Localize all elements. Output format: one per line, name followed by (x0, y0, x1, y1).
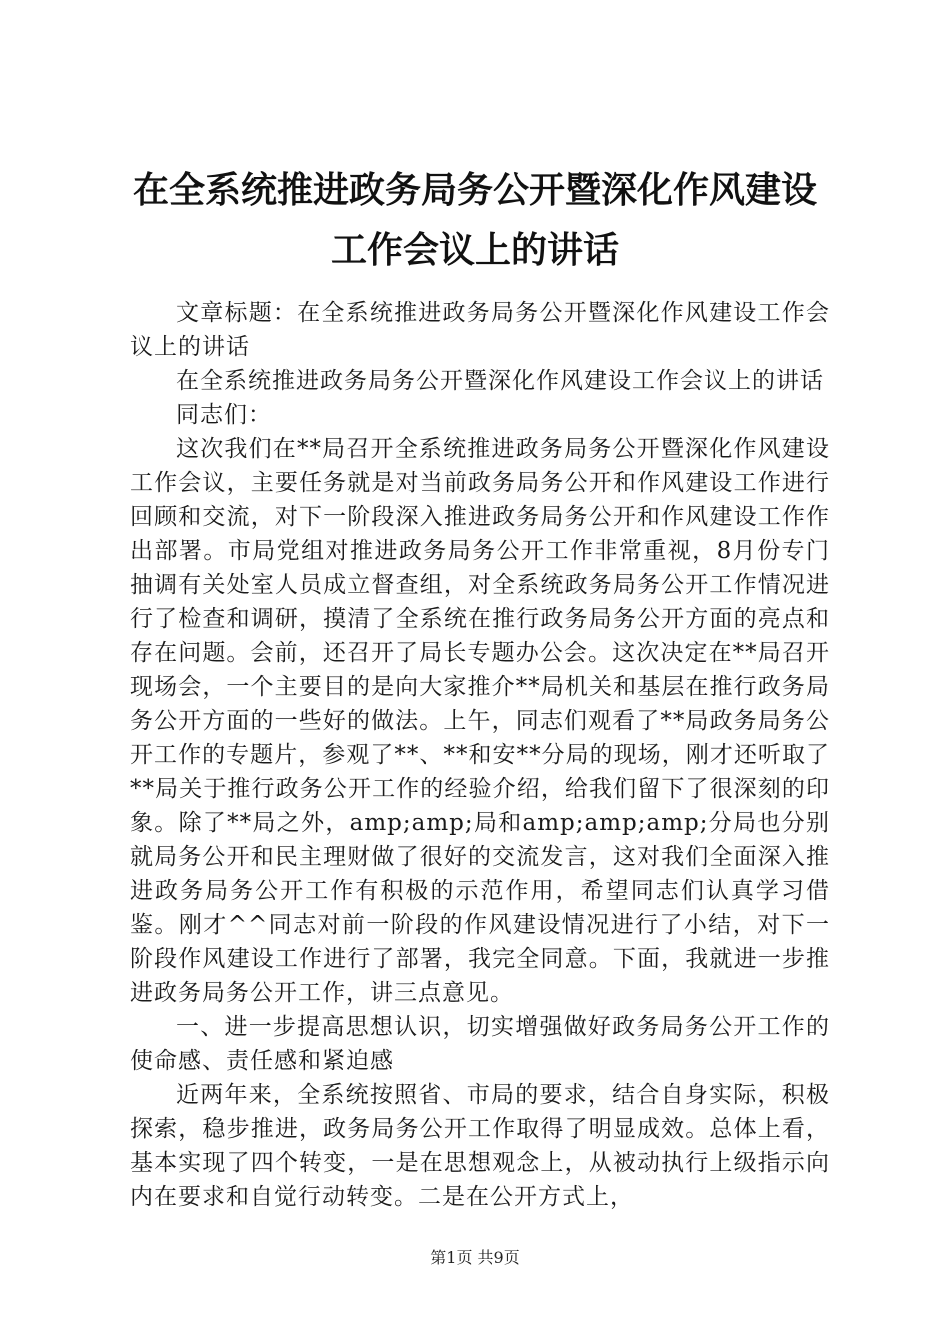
paragraph-introduction: 这次我们在**局召开全系统推进政务局务公开暨深化作风建设工作会议，主要任务就是对当前政务局务公开和作风建设工作进行回顾和交流，对下一阶段深入推进政务局务公开和作风建设工作作出部署。市局党组对推进政务局务公开工作非常重视，8月份专门抽调有关处室人员成立督查组，对全系统政务局务公开工作情况进行了检查和调研，摸清了全系统在推行政务局务公开方面的亮点和存在问题。会前，还召开了局长专题办公会。这次决定在**局召开现场会，一个主要目的是向大家推介**局机关和基层在推行政务局务公开方面的一些好的做法。上午，同志们观看了**局政务局务公开工作的专题片，参观了**、**和安**分局的现场，刚才还听取了**局关于推行政务公开工作的经验介绍，给我们留下了很深刻的印象。除了**局之外，amp;amp;局和amp;amp;amp;分局也分别就局务公开和民主理财做了很好的交流发言，这对我们全面深入推进政务局务公开工作有积极的示范作用，希望同志们认真学习借鉴。刚才^^同志对前一阶段的作风建设情况进行了小结，对下一阶段作风建设工作进行了部署，我完全同意。下面，我就进一步推进政务局务公开工作，讲三点意见。 (130, 436, 830, 1006)
paragraph-salutation: 同志们： (176, 402, 272, 428)
paragraph-section-1-body: 近两年来，全系统按照省、市局的要求，结合自身实际，积极探索，稳步推进，政务局务公开工作取得了明显成效。总体上看，基本实现了四个转变，一是在思想观念上，从被动执行上级指示向内在要求和自觉行动转变。二是在公开方式上， (130, 1082, 830, 1210)
document-body (130, 296, 830, 1214)
page-number: 第1页 共9页 (430, 1248, 520, 1267)
paragraph-section-heading-1: 一、进一步提高思想认识，切实增强做好政务局务公开工作的使命感、责任感和紧迫感 (130, 1014, 830, 1074)
paragraph-speech-heading: 在全系统推进政务局务公开暨深化作风建设工作会议上的讲话 (176, 368, 824, 394)
paragraph-article-heading: 文章标题：在全系统推进政务局务公开暨深化作风建设工作会议上的讲话 (130, 300, 830, 360)
document-title: 在全系统推进政务局务公开暨深化作风建设工作会议上的讲话 (132, 169, 817, 271)
